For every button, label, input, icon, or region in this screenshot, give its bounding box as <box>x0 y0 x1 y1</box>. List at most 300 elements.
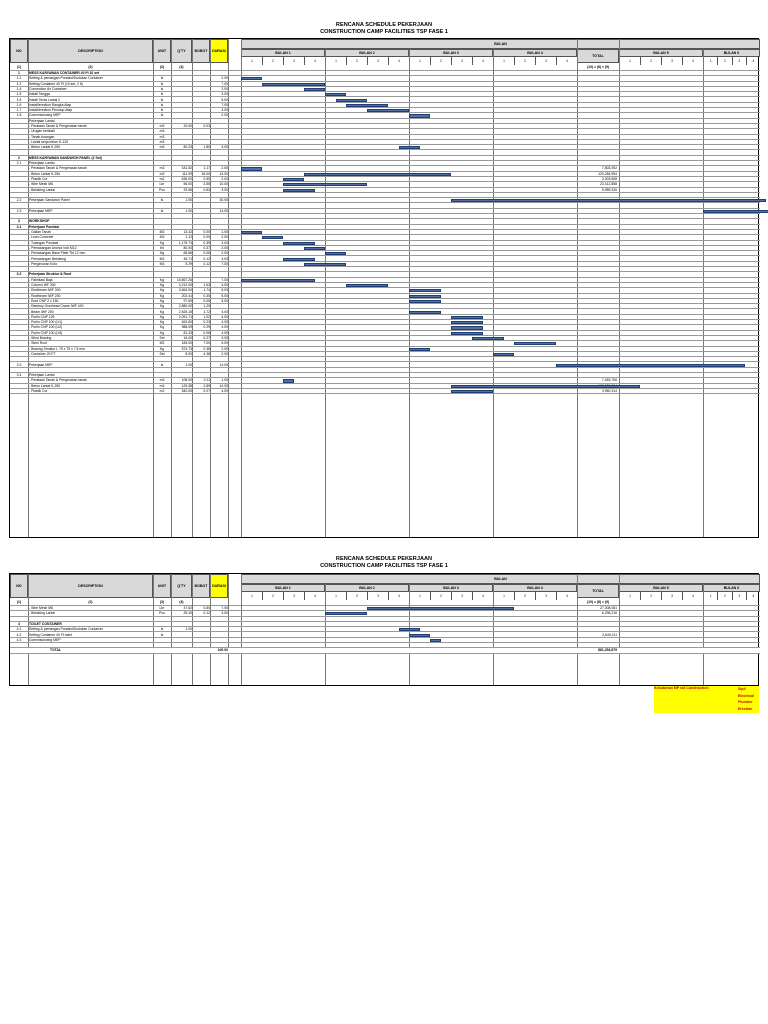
p1-cell-dur: 3.00 <box>221 145 228 150</box>
p1-cell-q: 111.09 <box>182 171 192 176</box>
p1-week-number: 3 <box>451 57 472 65</box>
p1-header-description: DESCRIPTION <box>28 39 153 63</box>
p1-cell-dur: 7.00 <box>221 81 228 86</box>
p2-week-number: 1 <box>619 592 640 600</box>
p1-week-number: 1 <box>703 57 717 65</box>
p1-cell-bo: 1.20 <box>203 304 210 309</box>
p1-cell-d: - Purlin CNP 100 (Lt1) <box>29 320 63 325</box>
p1-cell-no: 2.2 <box>16 198 22 203</box>
p2-week-number: 3 <box>661 592 682 600</box>
p1-cell-q: 80.00 <box>183 245 192 250</box>
p2-column-number: (2) <box>88 600 93 604</box>
p1-cell-bo: 0.06 <box>203 330 210 335</box>
p1-cell-u: M3 <box>159 235 165 240</box>
p2-header-bobot: BOBOT <box>192 574 210 598</box>
p1-cell-total: 5,989,326 <box>601 187 617 192</box>
p2-total-formula: (10) = (8) × (9) <box>586 600 610 604</box>
p1-cell-u: Kg <box>159 293 165 298</box>
p2-cell-no: 4.1 <box>16 627 22 632</box>
p1-gantt-bar <box>493 353 514 356</box>
p2-week-number: 1 <box>241 592 262 600</box>
p2-week-number: 1 <box>325 592 346 600</box>
p1-cell-dur: 14.00 <box>219 208 228 213</box>
p1-week-number: 2 <box>717 57 731 65</box>
p1-header-qty: Q'TY <box>171 39 192 63</box>
p1-cell-q: 1.00 <box>185 198 192 203</box>
p1-cell-bo: 0.12 <box>203 261 210 266</box>
p1-gantt-bar <box>304 247 325 250</box>
p1-cell-dur: 3.00 <box>221 187 228 192</box>
p1-cell-dur: 10.00 <box>219 182 228 187</box>
p1-cell-dur: 1.00 <box>221 230 228 234</box>
p1-cell-bo: 0.83 <box>203 187 210 192</box>
p1-cell-bo: 18.00 <box>201 171 210 176</box>
p1-cell-d: - Column WF 300 <box>29 283 56 287</box>
p2-column-number-row <box>10 598 760 606</box>
p1-cell-d: - Beton Lantai K-250 <box>29 145 61 150</box>
manpower-sipil: Sipil <box>738 687 746 691</box>
p1-cell-dur: 30.00 <box>219 198 228 203</box>
p1-gantt-bar <box>283 189 315 192</box>
p2-header-month-3: BULAN 3 <box>409 584 493 592</box>
p1-gantt-bar <box>409 289 441 292</box>
p1-week-number: 1 <box>493 57 514 65</box>
p1-cell-d: Connection Air Container <box>29 86 67 91</box>
p2-cell-bo: 0.80 <box>203 606 210 610</box>
p1-cell-u: Kg <box>159 320 165 325</box>
p2-header-month-5: BULAN 5 <box>619 584 703 592</box>
p1-cell-q: 540.00 <box>181 389 192 393</box>
p1-cell-u: M2 <box>159 256 165 261</box>
p1-cell-no: 1.4 <box>16 86 22 91</box>
p1-cell-no: 2 <box>18 155 20 160</box>
p1-cell-q: 183.00 <box>181 341 192 346</box>
p1-cell-dur: 2.00 <box>221 351 228 356</box>
p1-cell-d: - Beton Lantai K-250 <box>29 171 61 176</box>
p2-week-number: 2 <box>346 592 367 600</box>
p1-cell-d: - Roof CNP 2 x 150 <box>29 298 59 303</box>
p1-cell-u: m3 <box>159 171 165 176</box>
p1-gantt-bar <box>703 210 768 213</box>
grand-total-row <box>10 648 760 653</box>
p2-week-number: 3 <box>367 592 388 600</box>
p1-cell-bo: 1.63 <box>203 283 210 287</box>
p1-cell-q: 1.00 <box>185 362 192 367</box>
p1-cell-d: Pekerjaan Pondasi <box>29 224 60 229</box>
p1-cell-d: - Pengecoran Kolo <box>29 261 58 266</box>
p1-cell-dur: 4.00 <box>221 330 228 335</box>
p1-cell-d: - Pemasangan Bekisting <box>29 256 66 261</box>
p1-cell-u: Pcs <box>159 187 165 192</box>
p1-cell-d: - Purlin CNP 100 (Lt3) <box>29 330 63 335</box>
p1-cell-bo: 0.39 <box>203 240 210 245</box>
p1-cell-bo: 4.38 <box>203 351 210 356</box>
p2-cell-d: - Bekisting Lantai <box>29 611 56 616</box>
p2-header-unit: UNIT <box>153 574 171 598</box>
p1-cell-total: 120,284,994 <box>598 171 617 176</box>
p1-header-month-6: BULAN 6 <box>703 49 760 57</box>
p1-cell-q: 5.29 <box>185 261 192 266</box>
p1-cell-u: m3 <box>159 124 165 128</box>
p1-cell-q: 181.52 <box>181 166 192 171</box>
p1-cell-q: 1.12 <box>185 235 192 240</box>
p1-cell-u: ls <box>160 92 164 97</box>
p1-gantt-bar <box>409 114 430 117</box>
p1-cell-total: 23,412,858 <box>600 182 617 187</box>
p1-cell-d: Pekerjaan Lantai <box>29 373 55 378</box>
p2-gantt-bar <box>325 612 367 615</box>
p1-cell-no: 3.3 <box>16 362 22 367</box>
p1-gantt-bar <box>409 311 441 314</box>
p1-cell-bo: 0.00 <box>203 230 210 234</box>
p1-cell-u: m3 <box>159 139 165 144</box>
p1-cell-u: ls <box>160 113 164 118</box>
p1-gantt-bar <box>451 326 483 329</box>
p2-gantt-bar <box>399 628 420 631</box>
manpower-plumber: Plumber <box>738 700 753 704</box>
p1-week-number: 4 <box>304 57 325 65</box>
p1-cell-q: 16.00 <box>183 336 192 340</box>
p2-header-month-4: BULAN 4 <box>493 584 577 592</box>
p1-column-number: (4) <box>179 65 184 69</box>
p2-cell-u: ls <box>160 632 164 637</box>
p1-cell-d: - Fabrikasi Baja <box>29 277 53 282</box>
p1-cell-d: - Wire Mesh M6 <box>29 182 53 187</box>
p2-header-qty: Q'TY <box>171 574 192 598</box>
p1-cell-d: - Tanah buangan <box>29 134 55 139</box>
p1-cell-q: 202.41 <box>181 293 192 298</box>
p1-cell-bo: 1.17 <box>203 166 210 171</box>
p1-cell-d: - Lean Concrete <box>29 235 54 240</box>
p2-header-no: NO <box>10 574 28 598</box>
p1-cell-bo: 3.55 <box>203 182 210 187</box>
p1-week-number: 4 <box>746 57 760 65</box>
p1-cell-dur: 2.00 <box>221 166 228 171</box>
p1-cell-u: M2 <box>159 341 165 346</box>
p1-cell-u: m3 <box>159 378 165 383</box>
p1-cell-q: 81.33 <box>183 330 192 335</box>
p1-cell-dur: 4.00 <box>221 320 228 325</box>
p1-cell-q: 2,525.15 <box>178 309 192 314</box>
p1-cell-no: 3 <box>18 219 20 224</box>
p1-cell-u: Set <box>159 351 165 356</box>
p1-gantt-bar <box>283 178 304 181</box>
p1-cell-no: 1.5 <box>16 92 22 97</box>
p1-cell-d: - Purlin CNP 125 <box>29 314 55 319</box>
p1-cell-d: - Plastik Cor <box>29 389 48 393</box>
p2-header-month-6: BULAN 6 <box>703 584 760 592</box>
p1-cell-u: Kg <box>159 277 165 282</box>
p1-cell-bo: 7.00 <box>203 341 210 346</box>
p1-cell-u: Kg <box>159 288 165 293</box>
p2-gantt-bar <box>430 639 441 642</box>
p1-cell-d: - Wind Bracing <box>29 336 52 340</box>
p1-cell-dur: 5.00 <box>221 341 228 346</box>
p1-gantt-bar <box>304 88 325 91</box>
p1-cell-no: 1.8 <box>16 113 22 118</box>
p1-cell-q: 108.00 <box>181 378 192 383</box>
p2-week-number: 2 <box>717 592 731 600</box>
p1-cell-u: M3 <box>159 230 165 234</box>
p2-week-number: 4 <box>388 592 409 600</box>
p1-cell-q: 29.56 <box>183 187 192 192</box>
p2-column-number: (4) <box>179 600 184 604</box>
p1-column-number: (3) <box>159 65 165 69</box>
p1-cell-u: M3 <box>159 261 165 266</box>
p1-gantt-bar <box>399 146 420 149</box>
p1-week-number: 1 <box>325 57 346 65</box>
p1-header-no: NO <box>10 39 28 63</box>
p1-cell-dur: 3.00 <box>221 336 228 340</box>
p1-cell-dur: 4.00 <box>221 108 228 113</box>
p1-cell-no: 1.6 <box>16 97 22 102</box>
p1-cell-dur: 5.00 <box>221 293 228 298</box>
p1-cell-dur: 5.00 <box>221 288 228 293</box>
p1-cell-u: Lbr <box>159 182 165 187</box>
p1-cell-u: Kg <box>159 314 165 319</box>
p1-cell-u: m3 <box>159 134 165 139</box>
p1-gantt-bar <box>409 295 441 298</box>
p1-header-month-3: BULAN 3 <box>409 49 493 57</box>
p1-cell-bo: 0.11 <box>203 378 210 383</box>
p1-gantt-bar <box>283 379 294 382</box>
p1-cell-d: Commissioning MEP <box>29 113 61 118</box>
p2-header-description: DESCRIPTION <box>28 574 153 598</box>
p1-week-number: 3 <box>732 57 746 65</box>
p1-cell-no: 1.1 <box>16 76 22 81</box>
manpower-electrical: Electrical <box>738 693 754 698</box>
manpower-note <box>654 686 759 713</box>
p1-cell-dur: 14.00 <box>219 171 228 176</box>
p1-week-number: 2 <box>514 57 535 65</box>
p1-cell-u: m3 <box>159 129 165 134</box>
p1-cell-bo: 2.89 <box>203 383 210 388</box>
p2-week-number: 4 <box>682 592 703 600</box>
p1-cell-d: - Galian Tanah <box>29 230 51 234</box>
p1-header-bobot: BOBOT <box>192 39 210 63</box>
manpower-note-label: Kebutuhan MP s/d Construction <box>654 686 709 690</box>
p1-cell-u: Kg <box>159 346 165 351</box>
p1-gantt-bar <box>241 231 262 234</box>
p2-cell-no: 4 <box>18 621 20 626</box>
p1-gantt-bar <box>283 258 315 261</box>
p1-cell-dur: 2.00 <box>221 86 228 91</box>
p1-week-number: 3 <box>283 57 304 65</box>
p1-cell-dur: 4.00 <box>221 309 228 314</box>
p1-gantt-bar <box>451 385 640 388</box>
p1-week-number: 3 <box>535 57 556 65</box>
p1-cell-d: Pekerjaan MEP <box>29 362 53 367</box>
p1-cell-u: Kg <box>159 298 165 303</box>
p1-cell-dur: 2.00 <box>221 251 228 256</box>
p1-cell-dur: 7.00 <box>221 277 228 282</box>
p2-week-number: 3 <box>451 592 472 600</box>
p1-cell-d: - Beam IWF 250 <box>29 309 54 314</box>
p1-gantt-bar <box>262 236 283 239</box>
p1-cell-bo: 1.80 <box>203 145 210 150</box>
p1-cell-d: - Urugan kembali <box>29 129 55 134</box>
p1-cell-d: - Pemasangan Anchor bolt M12 <box>29 245 77 250</box>
p1-cell-bo: 0.07 <box>203 389 210 393</box>
p1-cell-u: Kg <box>159 309 165 314</box>
p2-week-number: 4 <box>472 592 493 600</box>
p2-cell-dur: 7.00 <box>221 606 228 610</box>
p1-cell-bo: 0.50 <box>203 177 210 181</box>
p1-cell-d: Pekerjaan MEP <box>29 208 53 213</box>
p1-cell-q: 13.42 <box>183 230 192 234</box>
p1-cell-u: ls <box>160 208 164 213</box>
p1-column-number: (2) <box>88 65 93 69</box>
p1-cell-d: Install/erection Rangka Atap <box>29 102 72 107</box>
p1-cell-d: - Steel Roof <box>29 341 47 346</box>
p2-header-month-2: BULAN 2 <box>325 584 409 592</box>
p2-cell-bo: 0.12 <box>203 611 210 616</box>
p1-cell-dur: 14.00 <box>219 383 228 388</box>
p1-cell-d: - Lantai kerja beton K-125 <box>29 139 69 144</box>
p1-gantt-bar <box>514 342 556 345</box>
p1-gantt-bar <box>367 109 409 112</box>
p1-week-number: 1 <box>241 57 262 65</box>
p1-cell-d: Install Teras Lantai 2 <box>29 97 61 102</box>
p1-week-number: 2 <box>430 57 451 65</box>
schedule-title-2: RENCANA SCHEDULE PEKERJAAN <box>335 556 433 562</box>
p2-week-number: 4 <box>556 592 577 600</box>
p2-header-total: TOTAL <box>577 584 619 598</box>
p1-cell-u: ls <box>160 198 164 203</box>
p1-gantt-bar <box>451 321 483 324</box>
p1-cell-u: Kg <box>159 240 165 245</box>
p1-cell-d: Pekerjaan Sandwich Panel <box>29 198 70 203</box>
p2-column-number: (1) <box>16 600 22 604</box>
p2-cell-d: Setting Container 40 Ft toilet <box>29 632 72 637</box>
schedule-subtitle: CONSTRUCTION CAMP FACILITIES TSP FASE 1 <box>320 29 448 35</box>
p2-header-durasi: DURASI <box>210 574 228 598</box>
p1-cell-dur: 4.00 <box>221 314 228 319</box>
p2-week-number: 1 <box>409 592 430 600</box>
p1-cell-dur: 14.00 <box>219 362 228 367</box>
p1-cell-q: 129.38 <box>181 383 192 388</box>
p2-week-number: 2 <box>640 592 661 600</box>
p1-cell-d: MESS KARYAWAN CONTAINER 40 Ft 10 set <box>29 71 100 75</box>
p1-cell-dur: 7.00 <box>221 102 228 107</box>
p1-cell-d: - Bracing Struktur L 75 x 75 x 7.5 mm <box>29 346 86 351</box>
p1-gantt-bar <box>325 93 346 96</box>
p1-cell-dur: 2.00 <box>221 76 228 81</box>
p1-gantt-bar <box>304 263 346 266</box>
p1-cell-q: 80.23 <box>183 145 192 150</box>
p1-cell-q: 1.00 <box>185 208 192 213</box>
p1-cell-u: ls <box>160 108 164 113</box>
p2-cell-d: TOILET CONTAINER <box>29 621 62 626</box>
p1-cell-bo: 0.37 <box>203 245 210 250</box>
p1-header-month-4: BULAN 4 <box>493 49 577 57</box>
p1-cell-bo: 0.27 <box>203 336 210 340</box>
p1-cell-no <box>10 389 28 394</box>
p1-cell-dur: 4.00 <box>221 283 228 287</box>
p2-cell-total: 6,296,216 <box>601 611 617 616</box>
p1-cell-u: Kg <box>159 251 165 256</box>
p1-cell-u: ls <box>160 76 164 81</box>
p1-cell-dur: 3.00 <box>221 240 228 245</box>
p1-cell-q: 463.60 <box>181 320 192 325</box>
p1-cell-dur: 2.00 <box>221 113 228 118</box>
p1-cell-u: Set <box>159 336 165 340</box>
p1-cell-dur: 4.00 <box>221 325 228 330</box>
p2-column-number: (3) <box>159 600 165 604</box>
p2-week-number: 3 <box>535 592 556 600</box>
p1-cell-q: 45.71 <box>183 256 192 261</box>
p1-header-durasi: DURASI <box>210 39 228 63</box>
p1-cell-dur: 3.00 <box>221 92 228 97</box>
p1-cell-bo: 1.72 <box>203 309 210 314</box>
p2-cell-u: Pcs <box>159 611 165 616</box>
p1-cell-u: ls <box>160 362 164 367</box>
p1-cell-u: m2 <box>159 177 165 181</box>
p1-cell-u: bh <box>160 245 164 250</box>
p1-cell-u: m3 <box>159 145 165 150</box>
p1-week-number: 2 <box>640 57 661 65</box>
p1-cell-d: - Roofbeam IWF 300 <box>29 288 61 293</box>
p1-week-number: 4 <box>682 57 703 65</box>
p2-week-number: 2 <box>430 592 451 600</box>
manpower-erection: Erection <box>738 706 753 711</box>
p1-cell-d: MESS KARYAWAN SANDWICH PANEL (2 Set) <box>29 155 102 160</box>
p1-cell-no: 1.6 <box>16 102 22 107</box>
p1-cell-q: 1,175.74 <box>178 240 192 245</box>
p2-week-number: 1 <box>493 592 514 600</box>
p1-gantt-bar <box>451 332 483 335</box>
p1-cell-bo: 0.30 <box>203 293 210 298</box>
p2-cell-q: 47.62 <box>183 606 192 610</box>
p1-cell-q: 2,091.71 <box>178 314 192 319</box>
p1-week-number: 1 <box>619 57 640 65</box>
p1-gantt-bar <box>556 364 745 367</box>
p2-week-number: 2 <box>262 592 283 600</box>
p1-week-number: 2 <box>346 57 367 65</box>
grand-total-value: 881,254,879 <box>598 648 617 653</box>
p1-cell-no: 1 <box>18 71 20 75</box>
p1-cell-d: Setting & pemasgan Pondasi/Dudukan Container <box>29 76 103 81</box>
grand-total-label: TOTAL <box>50 648 61 653</box>
p1-cell-dur: 2.00 <box>221 177 228 181</box>
p1-gantt-bar <box>451 316 483 319</box>
p1-cell-q: 3,564.00 <box>178 288 192 293</box>
p1-header-bulan: BULAN <box>241 39 760 49</box>
p1-cell-dur: 2.00 <box>221 346 228 351</box>
schedule-subtitle-2: CONSTRUCTION CAMP FACILITIES TSP FASE 1 <box>320 563 448 569</box>
p1-cell-q: 2,880.00 <box>178 304 192 309</box>
p1-cell-no: 2.3 <box>16 208 22 213</box>
p1-cell-d: - Rambuy Overhead Crane IWF 400 <box>29 304 84 309</box>
p1-cell-no: 3.4 <box>16 373 22 378</box>
p1-week-number: 4 <box>388 57 409 65</box>
p1-total-formula: (10) = (8) × (9) <box>586 65 610 69</box>
p1-cell-no: 1.2 <box>16 81 22 86</box>
p1-cell-d: Install/erection Penutup Atap <box>29 108 73 113</box>
p1-cell-d: Pekerjaan Lantai <box>29 118 55 123</box>
p2-cell-total: 2,649,211 <box>602 632 617 637</box>
p1-cell-u: ls <box>160 86 164 91</box>
p1-gantt-bar <box>346 104 388 107</box>
p1-cell-q: 65.66 <box>183 251 192 256</box>
p1-gantt-bar <box>451 199 766 202</box>
p1-cell-u: Kg <box>159 304 165 309</box>
p1-cell-d: - Bekisting Lantai <box>29 187 56 192</box>
p1-cell-no: 1.7 <box>16 108 22 113</box>
p2-week-number: 3 <box>732 592 746 600</box>
p1-cell-no: 3.1 <box>16 224 22 229</box>
p1-cell-d: - Plastik Cor <box>29 177 48 181</box>
